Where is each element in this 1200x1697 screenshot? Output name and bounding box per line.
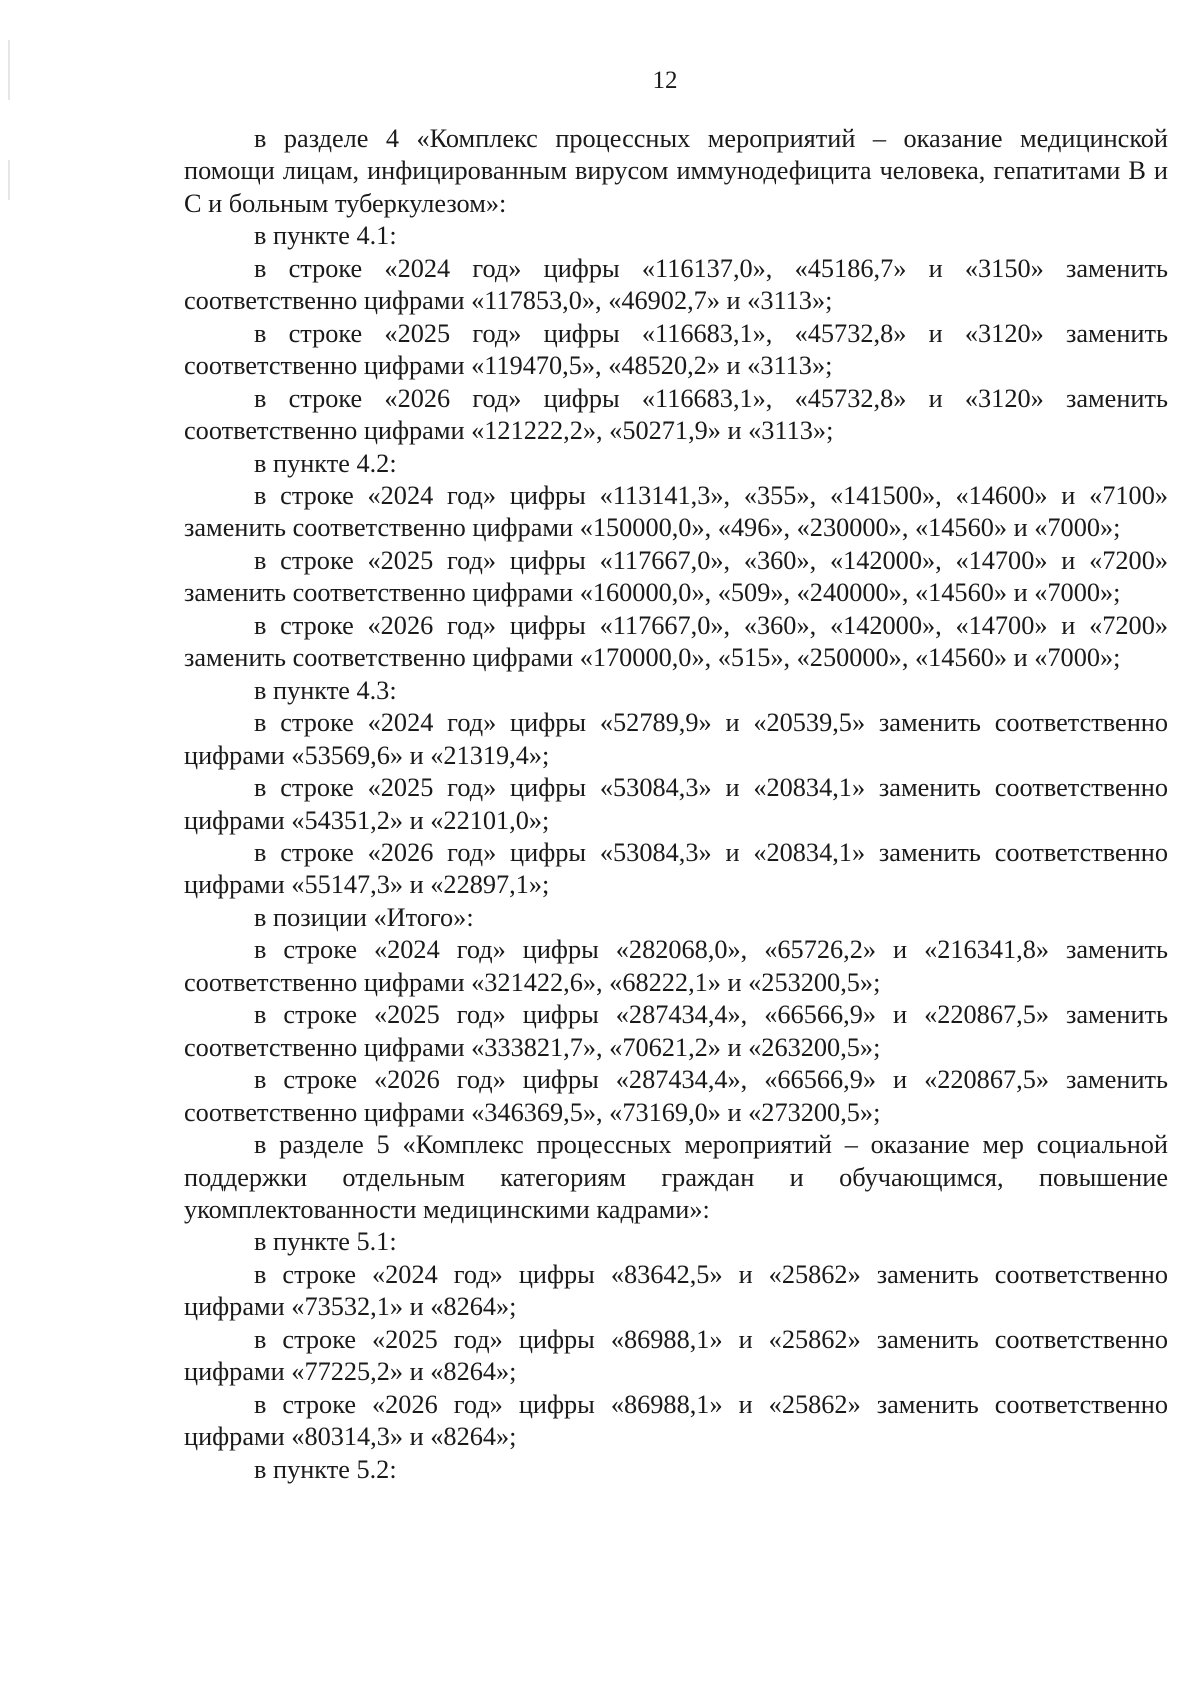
paragraph-4-1-2026: в строке «2026 год» цифры «116683,1», «45732,8» и «3120» заменить соответственно цифрами «121222,2», «50271,9» и «3113»; <box>184 383 1168 446</box>
paragraph-item-4-2: в пункте 4.2: <box>254 448 397 478</box>
paragraph-item-5-1: в пункте 5.1: <box>254 1227 397 1257</box>
paragraph-item-4-3: в пункте 4.3: <box>254 675 397 705</box>
paragraph-total-position: в позиции «Итого»: <box>254 902 474 932</box>
scan-artifact <box>8 160 10 200</box>
paragraph-item-5-2: в пункте 5.2: <box>254 1454 397 1484</box>
paragraph-4-1-2024: в строке «2024 год» цифры «116137,0», «45186,7» и «3150» заменить соответственно цифрами «117853,0», «46902,7» и «3113»; <box>184 253 1168 316</box>
paragraph-5-1-2025: в строке «2025 год» цифры «86988,1» и «25862» заменить соответственно цифрами «77225,2» и «8264»; <box>184 1324 1168 1387</box>
paragraph-section-5-heading: в разделе 5 «Комплекс процессных мероприятий – оказание мер социальной поддержки отдельным категориям граждан и обучающимся, повышение укомплектованности медицинскими кадрами»: <box>184 1130 1168 1224</box>
paragraph-section-4-heading: в разделе 4 «Комплекс процессных мероприятий – оказание медицинской помощи лицам, инфицированным вирусом иммунодефицита человека, гепатитами В и С и больным туберкулезом»: <box>184 124 1168 218</box>
paragraph-4-1-2025: в строке «2025 год» цифры «116683,1», «45732,8» и «3120» заменить соответственно цифрами «119470,5», «48520,2» и «3113»; <box>184 318 1168 381</box>
paragraph-4-3-2026: в строке «2026 год» цифры «53084,3» и «20834,1» заменить соответственно цифрами «55147,3» и «22897,1»; <box>184 837 1168 900</box>
paragraph-5-1-2026: в строке «2026 год» цифры «86988,1» и «25862» заменить соответственно цифрами «80314,3» и «8264»; <box>184 1389 1168 1452</box>
paragraph-4-3-2024: в строке «2024 год» цифры «52789,9» и «20539,5» заменить соответственно цифрами «53569,6» и «21319,4»; <box>184 708 1168 770</box>
paragraph-4-2-2026: в строке «2026 год» цифры «117667,0», «360», «142000», «14700» и «7200» заменить соответственно цифрами «170000,0», «515», «250000», «14560» и «7000»; <box>184 610 1168 673</box>
paragraph-total-2025: в строке «2025 год» цифры «287434,4», «66566,9» и «220867,5» заменить соответственно цифрами «333821,7», «70621,2» и «263200,5»; <box>184 1000 1168 1062</box>
paragraph-item-4-1: в пункте 4.1: <box>254 221 397 251</box>
document-body <box>184 123 1168 1486</box>
paragraph-total-2026: в строке «2026 год» цифры «287434,4», «66566,9» и «220867,5» заменить соответственно цифрами «346369,5», «73169,0» и «273200,5»; <box>184 1065 1168 1127</box>
paragraph-4-3-2025: в строке «2025 год» цифры «53084,3» и «20834,1» заменить соответственно цифрами «54351,2» и «22101,0»; <box>184 773 1168 835</box>
paragraph-4-2-2025: в строке «2025 год» цифры «117667,0», «360», «142000», «14700» и «7200» заменить соответственно цифрами «160000,0», «509», «240000», «14560» и «7000»; <box>184 545 1168 608</box>
paragraph-total-2024: в строке «2024 год» цифры «282068,0», «65726,2» и «216341,8» заменить соответственно цифрами «321422,6», «68222,1» и «253200,5»; <box>184 935 1168 997</box>
page-number: 12 <box>652 67 678 94</box>
paragraph-4-2-2024: в строке «2024 год» цифры «113141,3», «355», «141500», «14600» и «7100» заменить соответственно цифрами «150000,0», «496», «230000», «14560» и «7000»; <box>184 480 1168 543</box>
paragraph-5-1-2024: в строке «2024 год» цифры «83642,5» и «25862» заменить соответственно цифрами «73532,1» и «8264»; <box>184 1259 1168 1322</box>
